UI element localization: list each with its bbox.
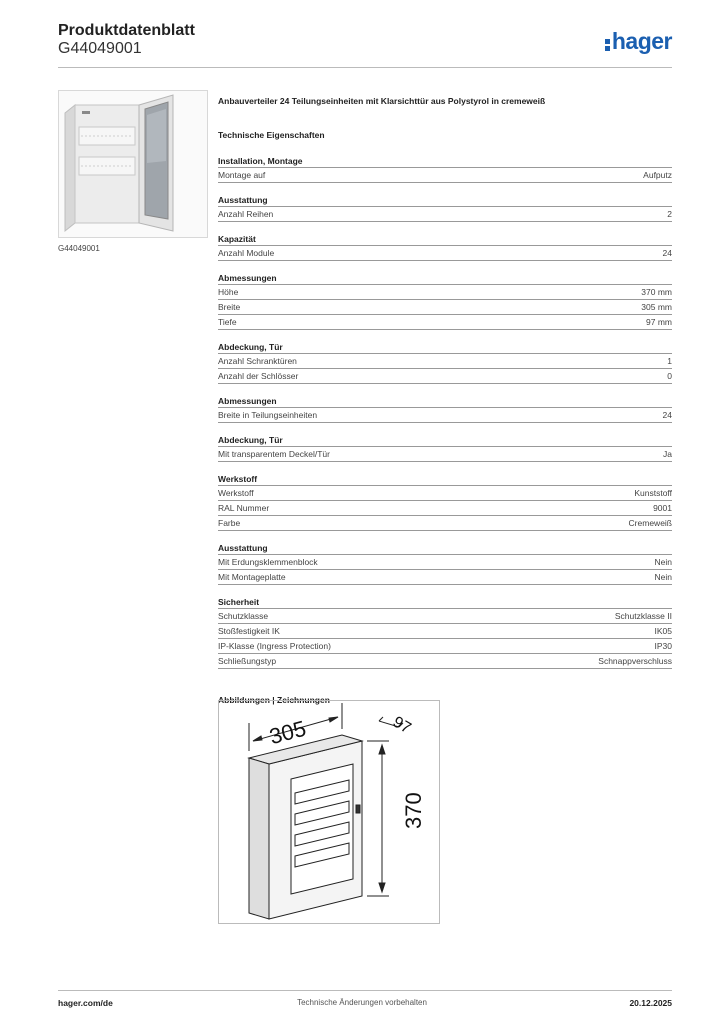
section-material: [218, 473, 672, 531]
property-row: [218, 354, 672, 369]
property-value: Cremeweiß: [628, 518, 672, 528]
property-label: Höhe: [218, 287, 239, 297]
section-title: Abmessungen: [218, 395, 672, 408]
section-title: Abdeckung, Tür: [218, 434, 672, 447]
dimension-drawing-svg: [219, 701, 439, 923]
section-equipment: [218, 194, 672, 222]
section-equipment-extra: [218, 542, 672, 585]
property-value: 24: [662, 248, 672, 258]
property-value: 24: [662, 410, 672, 420]
property-row: [218, 570, 672, 585]
drawings-heading: Abbildungen | Zeichnungen: [218, 695, 330, 705]
page-title: Produktdatenblatt: [58, 22, 195, 39]
property-label: RAL Nummer: [218, 503, 270, 513]
property-value: 2: [667, 209, 672, 219]
width-dimension-label: 305: [266, 715, 309, 750]
section-title: Abdeckung, Tür: [218, 341, 672, 354]
property-value: Nein: [654, 572, 672, 582]
property-value: Ja: [663, 449, 672, 459]
height-dimension-label: 370: [401, 792, 426, 829]
property-row: [218, 300, 672, 315]
product-image: [58, 90, 208, 238]
section-title: Installation, Montage: [218, 155, 672, 168]
property-value: IK05: [654, 626, 672, 636]
property-row: [218, 555, 672, 570]
property-row: [218, 516, 672, 531]
section-cover-door-transparent: [218, 434, 672, 462]
dimension-drawing: [218, 700, 440, 924]
property-value: Aufputz: [643, 170, 672, 180]
property-row: [218, 609, 672, 624]
property-label: Montage auf: [218, 170, 266, 180]
property-value: 9001: [653, 503, 672, 513]
footer-divider: [58, 990, 672, 991]
property-row: [218, 408, 672, 423]
property-row: [218, 486, 672, 501]
property-label: Farbe: [218, 518, 241, 528]
logo-colon-icon: [605, 35, 610, 51]
section-installation: [218, 155, 672, 183]
property-row: [218, 246, 672, 261]
section-capacity: [218, 233, 672, 261]
property-value: 1: [667, 356, 672, 366]
tech-properties-heading: Technische Eigenschaften: [218, 130, 325, 140]
section-title: Sicherheit: [218, 596, 672, 609]
product-image-caption: G44049001: [58, 244, 100, 253]
page-header: [58, 20, 672, 70]
depth-dimension-label: 97: [389, 713, 414, 738]
section-safety: [218, 596, 672, 669]
property-label: Mit transparentem Deckel/Tür: [218, 449, 330, 459]
property-value: 370 mm: [641, 287, 672, 297]
section-dimensions: [218, 272, 672, 330]
property-value: 0: [667, 371, 672, 381]
property-label: Anzahl der Schlösser: [218, 371, 299, 381]
logo-text: hager: [611, 28, 672, 54]
property-value: 97 mm: [646, 317, 672, 327]
property-label: Anzahl Reihen: [218, 209, 274, 219]
section-title: Werkstoff: [218, 473, 672, 486]
property-label: Anzahl Schranktüren: [218, 356, 297, 366]
property-label: IP-Klasse (Ingress Protection): [218, 641, 331, 651]
property-row: [218, 285, 672, 300]
property-row: [218, 501, 672, 516]
property-label: Mit Montageplatte: [218, 572, 286, 582]
technical-data: [218, 96, 672, 707]
property-row: [218, 447, 672, 462]
section-cover-door: [218, 341, 672, 384]
product-description: Anbauverteiler 24 Teilungseinheiten mit Klarsichttür aus Polystyrol in cremeweiß: [218, 96, 546, 106]
property-label: Schutzklasse: [218, 611, 269, 621]
header-divider: [58, 67, 672, 68]
property-value: Schutzklasse II: [614, 611, 672, 621]
section-dimensions-units: [218, 395, 672, 423]
property-label: Tiefe: [218, 317, 237, 327]
property-label: Breite in Teilungseinheiten: [218, 410, 318, 420]
enclosure-photo-icon: [59, 91, 207, 237]
property-label: Anzahl Module: [218, 248, 275, 258]
product-code: G44049001: [58, 40, 142, 57]
property-row: [218, 639, 672, 654]
property-value: Schnappverschluss: [598, 656, 672, 666]
section-title: Ausstattung: [218, 194, 672, 207]
footer-date: 20.12.2025: [629, 998, 672, 1008]
property-row: [218, 369, 672, 384]
property-value: IP30: [654, 641, 672, 651]
property-label: Stoßfestigkeit IK: [218, 626, 280, 636]
property-row: [218, 207, 672, 222]
property-row: [218, 168, 672, 183]
property-value: Kunststoff: [634, 488, 672, 498]
section-title: Kapazität: [218, 233, 672, 246]
property-label: Schließungstyp: [218, 656, 277, 666]
property-label: Breite: [218, 302, 241, 312]
property-value: 305 mm: [641, 302, 672, 312]
footer-disclaimer: Technische Änderungen vorbehalten: [297, 998, 427, 1007]
section-title: Abmessungen: [218, 272, 672, 285]
property-row: [218, 315, 672, 330]
hager-logo[interactable]: [605, 28, 672, 55]
property-row: [218, 654, 672, 669]
section-title: Ausstattung: [218, 542, 672, 555]
property-label: Werkstoff: [218, 488, 254, 498]
property-label: Mit Erdungsklemmenblock: [218, 557, 318, 567]
property-value: Nein: [654, 557, 672, 567]
property-row: [218, 624, 672, 639]
footer-website-link[interactable]: hager.com/de: [58, 998, 113, 1008]
